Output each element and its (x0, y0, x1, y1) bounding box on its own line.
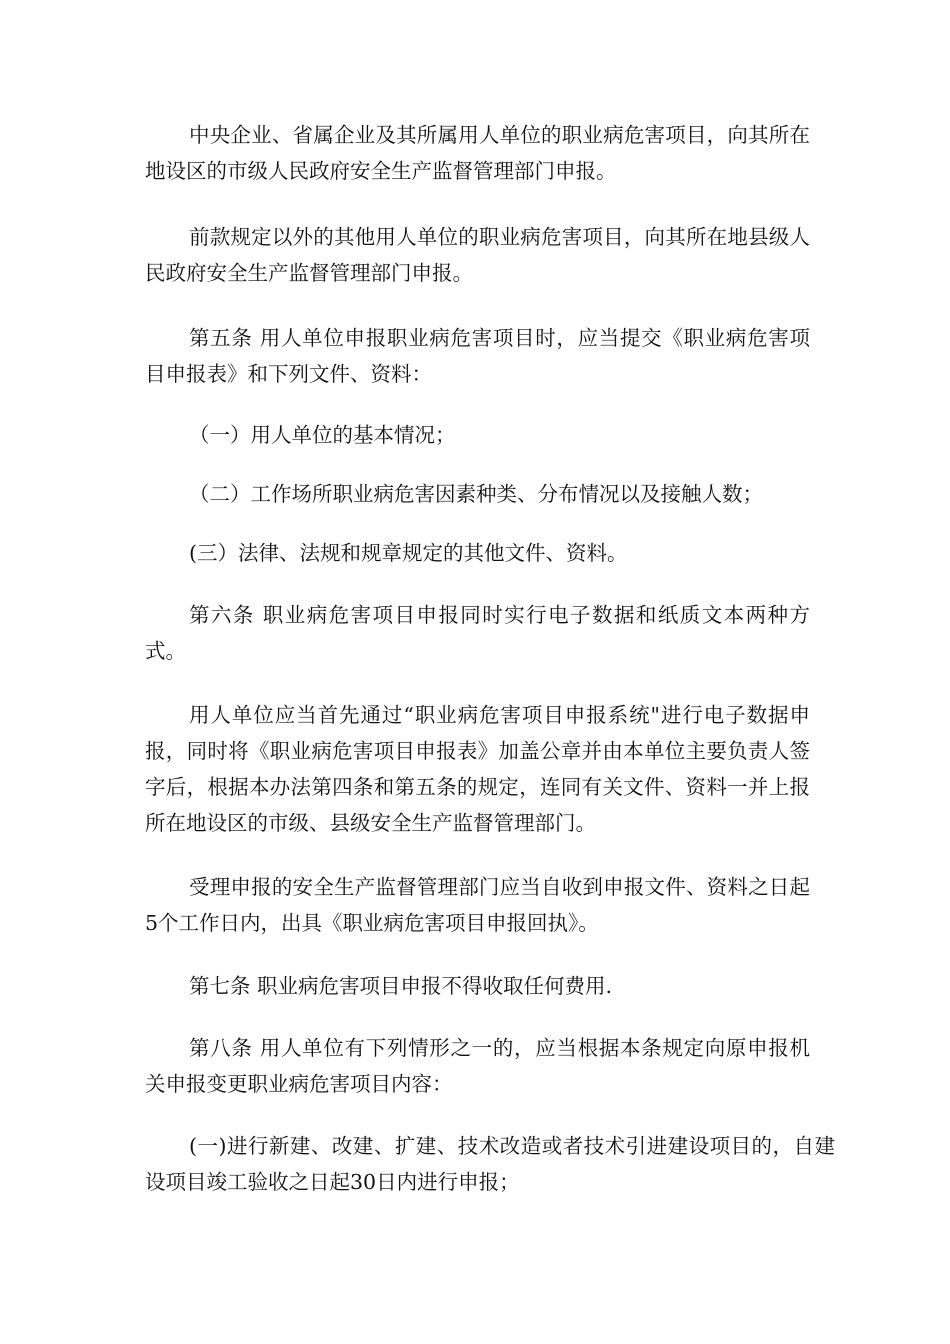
paragraph-item-1: （一）用人单位的基本情况； (189, 423, 456, 447)
paragraph-item-2: （二）工作场所职业病危害因素种类、分布情况以及接触人数； (189, 482, 763, 506)
paragraph-article-8-item-1: (一)进行新建、改建、扩建、技术改造或者技术引进建设项目的，自建设项目竣工验收之日起30日内进行申报； (145, 1134, 835, 1194)
paragraph-1: 中央企业、省属企业及其所属用人单位的职业病危害项目，向其所在地设区的市级人民政府安全生产监督管理部门申报。 (145, 123, 810, 183)
paragraph-2: 前款规定以外的其他用人单位的职业病危害项目，向其所在地县级人民政府安全生产监督管理部门申报。 (145, 225, 810, 285)
paragraph-article-6: 第六条 职业病危害项目申报同时实行电子数据和纸质文本两种方式。 (145, 603, 810, 663)
paragraph-electronic-filing: 用人单位应当首先通过“职业病危害项目申报系统"进行电子数据申报，同时将《职业病危害项目申报表》加盖公章并由本单位主要负责人签字后，根据本办法第四条和第五条的规定，连同有关文件、资料一并上报所在地设区的市级、县级安全生产监督管理部门。 (145, 703, 810, 835)
paragraph-article-7: 第七条 职业病危害项目申报不得收取任何费用. (189, 974, 613, 998)
paragraph-receipt: 受理申报的安全生产监督管理部门应当自收到申报文件、资料之日起5个工作日内，出具《职业病危害项目申报回执》。 (145, 875, 810, 935)
paragraph-article-8: 第八条 用人单位有下列情形之一的，应当根据本条规定向原申报机关申报变更职业病危害项目内容： (145, 1036, 810, 1096)
paragraph-article-5: 第五条 用人单位申报职业病危害项目时，应当提交《职业病危害项目申报表》和下列文件、资料： (145, 326, 810, 386)
paragraph-item-3: (三）法律、法规和规章规定的其他文件、资料。 (189, 541, 628, 565)
